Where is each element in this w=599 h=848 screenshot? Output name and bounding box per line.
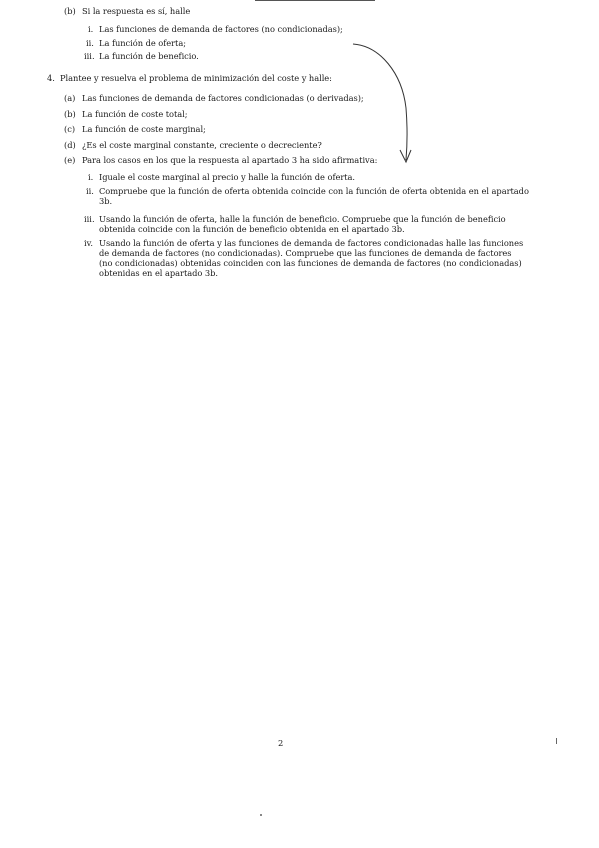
part-b-item-label: ii. bbox=[86, 38, 94, 48]
part-b-item-label: iii. bbox=[84, 51, 95, 61]
part-b-label: (b) bbox=[64, 6, 76, 16]
question-number: 4. bbox=[47, 73, 55, 83]
part-b-item-label: i. bbox=[88, 24, 94, 34]
part-b-item-text: La función de beneficio. bbox=[99, 51, 199, 61]
e-item-label: iii. bbox=[84, 214, 95, 224]
e-item-line: 3b. bbox=[99, 196, 113, 206]
e-item-line: (no condicionadas) obtenidas coinciden con las funciones de demanda de factores (no condicionadas) bbox=[99, 258, 522, 268]
question-text: Plantee y resuelva el problema de minimización del coste y halle: bbox=[60, 73, 332, 83]
e-item-label: ii. bbox=[86, 186, 94, 196]
q4-part-label: (b) bbox=[64, 109, 76, 119]
q4-part-label: (d) bbox=[64, 140, 76, 150]
q4-part-text: Las funciones de demanda de factores condicionadas (o derivadas); bbox=[82, 93, 364, 103]
q4-part-label: (e) bbox=[64, 155, 76, 165]
q4-part-text: La función de coste marginal; bbox=[82, 124, 206, 134]
e-item-line: Usando la función de oferta y las funciones de demanda de factores condicionadas halle las funciones bbox=[99, 238, 524, 248]
e-item-label: i. bbox=[88, 172, 94, 182]
e-item-line: Iguale el coste marginal al precio y halle la función de oferta. bbox=[99, 172, 356, 182]
q4-part-text: ¿Es el coste marginal constante, creciente o decreciente? bbox=[82, 140, 322, 150]
q4-part-label: (c) bbox=[64, 124, 76, 134]
part-b-item-text: La función de oferta; bbox=[99, 38, 186, 48]
e-item-line: obtenida coincide con la función de beneficio obtenida en el apartado 3b. bbox=[99, 224, 405, 234]
scan-speck bbox=[260, 814, 262, 816]
q4-part-label: (a) bbox=[64, 93, 76, 103]
page-number: 2 bbox=[278, 738, 284, 748]
q4-part-text: Para los casos en los que la respuesta al apartado 3 ha sido afirmativa: bbox=[82, 155, 378, 165]
scan-mark-right bbox=[556, 738, 557, 744]
e-item-line: Usando la función de oferta, halle la función de beneficio. Compruebe que la función de beneficio bbox=[99, 214, 506, 224]
e-item-label: iv. bbox=[84, 238, 93, 248]
e-item-line: obtenidas en el apartado 3b. bbox=[99, 268, 219, 278]
handwritten-arrow-icon bbox=[350, 38, 420, 168]
scan-top-rule bbox=[255, 0, 375, 1]
part-b-text: Si la respuesta es sí, halle bbox=[82, 6, 191, 16]
part-b-item-text: Las funciones de demanda de factores (no condicionadas); bbox=[99, 24, 343, 34]
e-item-line: Compruebe que la función de oferta obtenida coincide con la función de oferta obtenida en el apartado bbox=[99, 186, 529, 196]
q4-part-text: La función de coste total; bbox=[82, 109, 188, 119]
e-item-line: de demanda de factores (no condicionadas). Compruebe que las funciones de demanda de factores bbox=[99, 248, 512, 258]
